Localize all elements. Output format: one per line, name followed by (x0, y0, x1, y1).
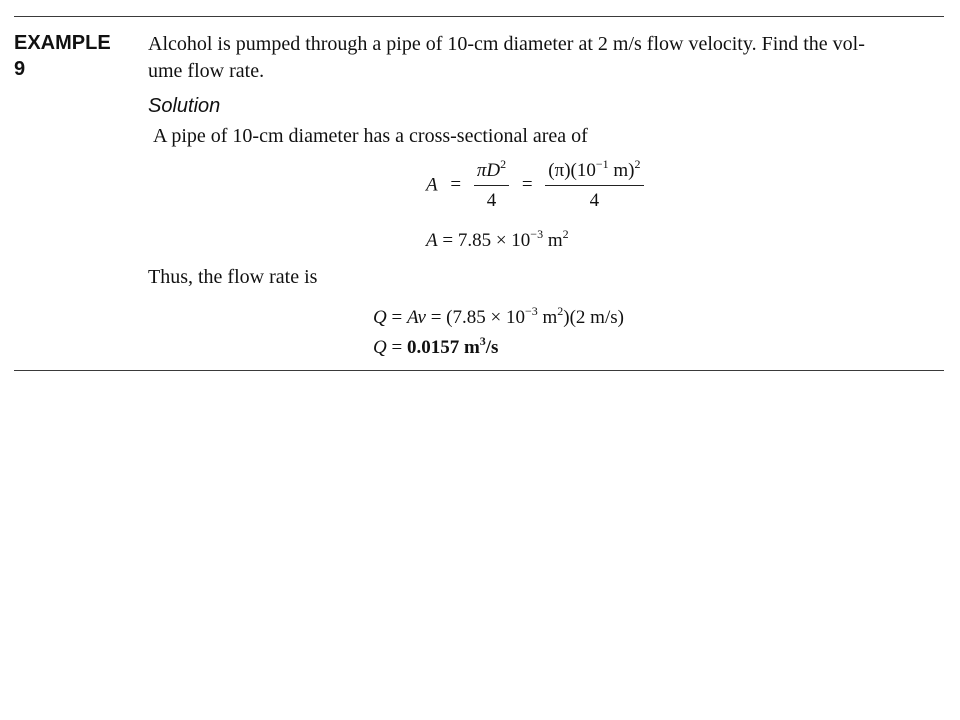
area-result-rhs (442, 227, 569, 251)
flow-eq1-value: = (7.85 × 10 (430, 307, 525, 328)
flow-eq2-value: 0.0157 m (406, 337, 480, 358)
flow-eq1-unit-exponent: 2 (557, 304, 564, 318)
area-result-unit-exponent: 2 (562, 227, 569, 241)
example-word: EXAMPLE (14, 32, 111, 54)
area-result-unit: m (543, 230, 563, 251)
example-label (14, 30, 111, 82)
flow-eq1-equals: = (391, 307, 403, 328)
area-fraction-1-num-text: πD (476, 160, 501, 181)
area-fraction-2-numerator (545, 157, 643, 186)
area-fraction-1 (474, 157, 509, 212)
flow-eq2-unit: /s (485, 337, 499, 358)
area-result-value: = 7.85 × 10 (442, 230, 531, 251)
area-fraction-1-denominator: 4 (486, 190, 497, 211)
area-eq-equals-2: = (521, 174, 533, 196)
flow-eq1-av: Av (406, 307, 426, 328)
area-fraction-2-num-exponent-1: −1 (595, 157, 609, 171)
problem-line-1: Alcohol is pumped through a pipe of 10-cm diameter at 2 m/s flow velocity. Find the vol- (148, 33, 865, 55)
area-fraction-1-numerator (474, 157, 509, 186)
area-result-equation (426, 227, 569, 252)
flow-eq1-velocity: )(2 m/s) (563, 307, 624, 328)
area-fraction-2 (545, 157, 643, 212)
bottom-rule (14, 370, 944, 371)
flow-eq2-exponent: 3 (479, 334, 486, 348)
top-rule (14, 16, 944, 17)
area-fraction-1-num-exponent: 2 (500, 157, 507, 171)
problem-line-2: ume flow rate. (148, 60, 265, 82)
solution-heading: Solution (148, 95, 221, 117)
flow-eq1-exponent: −3 (524, 304, 538, 318)
flow-eq2-lhs: Q (373, 337, 387, 358)
area-fraction-2-num-exponent-2: 2 (634, 157, 641, 171)
area-fraction-2-num-unit: m) (608, 160, 635, 181)
flow-eq1-lhs: Q (373, 307, 387, 328)
area-fraction-2-num-text: (π)(10 (548, 160, 596, 181)
area-result-exponent: −3 (530, 227, 544, 241)
problem-statement (148, 31, 948, 85)
area-eq-lhs: A (426, 174, 438, 196)
flow-equation-1 (373, 304, 624, 329)
flow-equation-2 (373, 334, 499, 359)
flow-rate-intro: Thus, the flow rate is (148, 266, 318, 288)
flow-eq1-unit: m (537, 307, 558, 328)
area-eq-equals-1: = (450, 174, 462, 196)
area-equation (426, 157, 644, 212)
solution-intro: A pipe of 10-cm diameter has a cross-sectional area of (153, 125, 588, 147)
example-number: 9 (14, 58, 26, 80)
flow-eq2-result (406, 334, 499, 358)
area-fraction-2-denominator: 4 (589, 190, 600, 211)
area-result-lhs: A (426, 230, 438, 251)
flow-eq2-equals: = (391, 337, 403, 358)
